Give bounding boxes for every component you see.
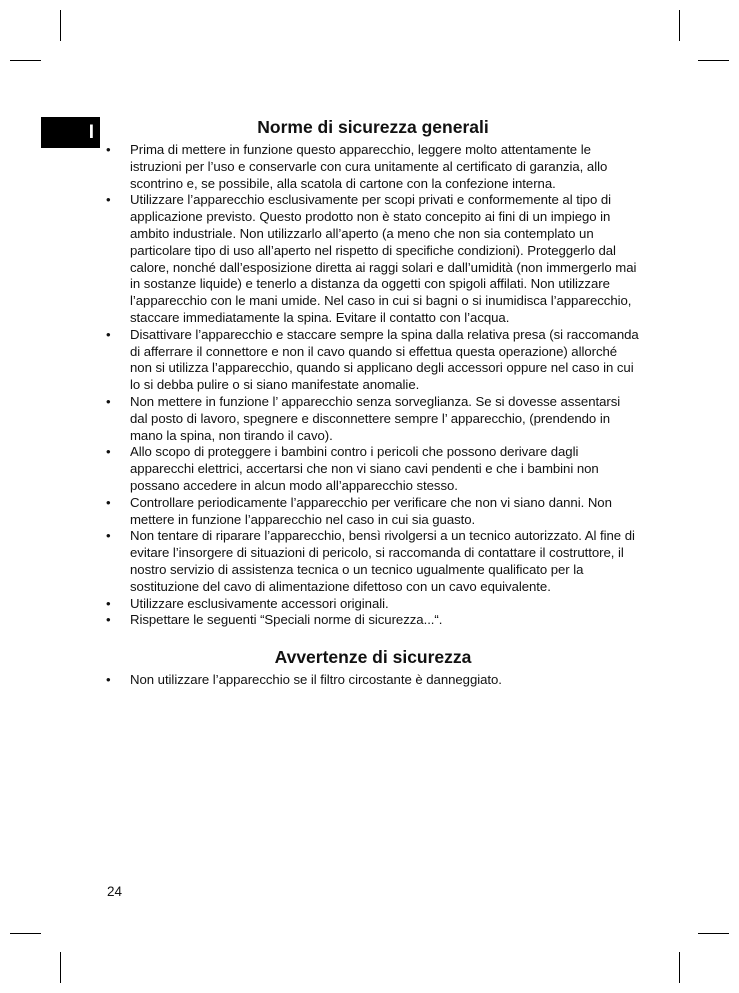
bullet-icon: • <box>106 528 111 544</box>
list-item-text: Disattivare l’apparecchio e staccare sempre la spina dalla relativa presa (si raccomanda di afferrare il connettore e non il cavo quando si effettua questa operazione) allorché non si utilizza l’apparecchio, quando si applicano degli accessori oppure nel caso in cui lo si debba pulire o si siano manifestate anomalie. <box>130 326 639 393</box>
bullet-icon: • <box>106 612 111 628</box>
list-item-text: Non utilizzare l’apparecchio se il filtro circostante è danneggiato. <box>130 672 502 688</box>
list-item <box>106 192 640 326</box>
list-item <box>106 327 640 394</box>
list-item-text: Non mettere in funzione l’ apparecchio senza sorveglianza. Se si dovesse assentarsi dal posto di lavoro, spegnere e disconnettere sempre l’ apparecchio, (prendendo in mano la spina, non tirando il cavo). <box>130 393 621 443</box>
list-item <box>106 495 640 529</box>
general-safety-list <box>106 142 640 629</box>
section-title-safety-warnings: Avvertenze di sicurezza <box>274 647 472 668</box>
crop-mark-top-left-vertical <box>60 10 61 41</box>
list-item-text: Rispettare le seguenti “Speciali norme di sicurezza...“. <box>130 612 443 628</box>
list-item <box>106 394 640 444</box>
bullet-icon: • <box>106 494 111 510</box>
list-item-text: Controllare periodicamente l’apparecchio per verificare che non vi siano danni. Non mettere in funzione l’apparecchio nel caso in cui sia guasto. <box>130 494 612 527</box>
bullet-icon: • <box>106 393 111 409</box>
list-item <box>106 596 640 613</box>
list-item-text: Utilizzare l’apparecchio esclusivamente per scopi privati e conformemente al tipo di applicazione previsto. Questo prodotto non è stato concepito ai fini di un impiego in ambito industriale. Non utilizzarlo all’aperto (a meno che non sia contemplato un particolare tipo di uso all’aperto nel rispetto di specifiche condizioni). Proteggerlo dal calore, nonché dall’esposizione diretta ai raggi solari e dall’umidità (non immergerlo mai in sostanze liquide) e tenerlo a distanza da oggetti con spigoli affilati. Non utilizzare l’apparecchio con le mani umide. Nel caso in cui si bagni o si inumidisca l’apparecchio, staccare immediatamente la spina. Evitare il contatto con l’acqua. <box>130 192 637 325</box>
crop-mark-bottom-right-horizontal <box>698 933 729 934</box>
list-item <box>106 142 640 192</box>
crop-mark-top-left-horizontal <box>10 60 41 61</box>
section-title-general-safety: Norme di sicurezza generali <box>257 117 489 137</box>
crop-mark-bottom-left-vertical <box>60 952 61 983</box>
bullet-icon: • <box>106 444 111 460</box>
list-item <box>106 444 640 494</box>
list-item-text: Non tentare di riparare l’apparecchio, bensì rivolgersi a un tecnico autorizzato. Al fine di evitare l’insorgere di situazioni di pericolo, si raccomanda di contattare il costruttore, il nostro servizio di assistenza tecnica o un tecnico ugualmente qualificato per la sostituzione del cavo di alimentazione difettoso con un cavo equivalente. <box>130 528 635 594</box>
list-item-text: Prima di mettere in funzione questo apparecchio, leggere molto attentamente le istruzioni per l’uso e conservarle con cura unitamente al certificato di garanzia, allo scontrino e, se possibile, alla scatola di cartone con la confezione interna. <box>130 142 608 191</box>
crop-mark-bottom-right-vertical <box>679 952 680 983</box>
crop-mark-top-right-vertical <box>679 10 680 41</box>
list-item <box>106 672 640 689</box>
bullet-icon: • <box>106 192 111 208</box>
crop-mark-bottom-left-horizontal <box>10 933 41 934</box>
page-content <box>106 116 640 689</box>
bullet-icon: • <box>106 672 111 688</box>
list-item-text: Utilizzare esclusivamente accessori originali. <box>130 595 389 611</box>
language-tab: I <box>41 117 100 148</box>
list-item <box>106 528 640 595</box>
bullet-icon: • <box>106 142 111 157</box>
list-item-text: Allo scopo di proteggere i bambini contro i pericoli che possono derivare dagli apparecchi elettrici, accertarsi che non vi siano cavi pendenti e che i bambini non possano accedere in alcun modo all’apparecchio stesso. <box>130 444 599 493</box>
list-item <box>106 612 640 629</box>
crop-mark-top-right-horizontal <box>698 60 729 61</box>
bullet-icon: • <box>106 595 111 611</box>
safety-warnings-list <box>106 672 640 689</box>
bullet-icon: • <box>106 326 111 342</box>
page-number: 24 <box>107 884 123 899</box>
